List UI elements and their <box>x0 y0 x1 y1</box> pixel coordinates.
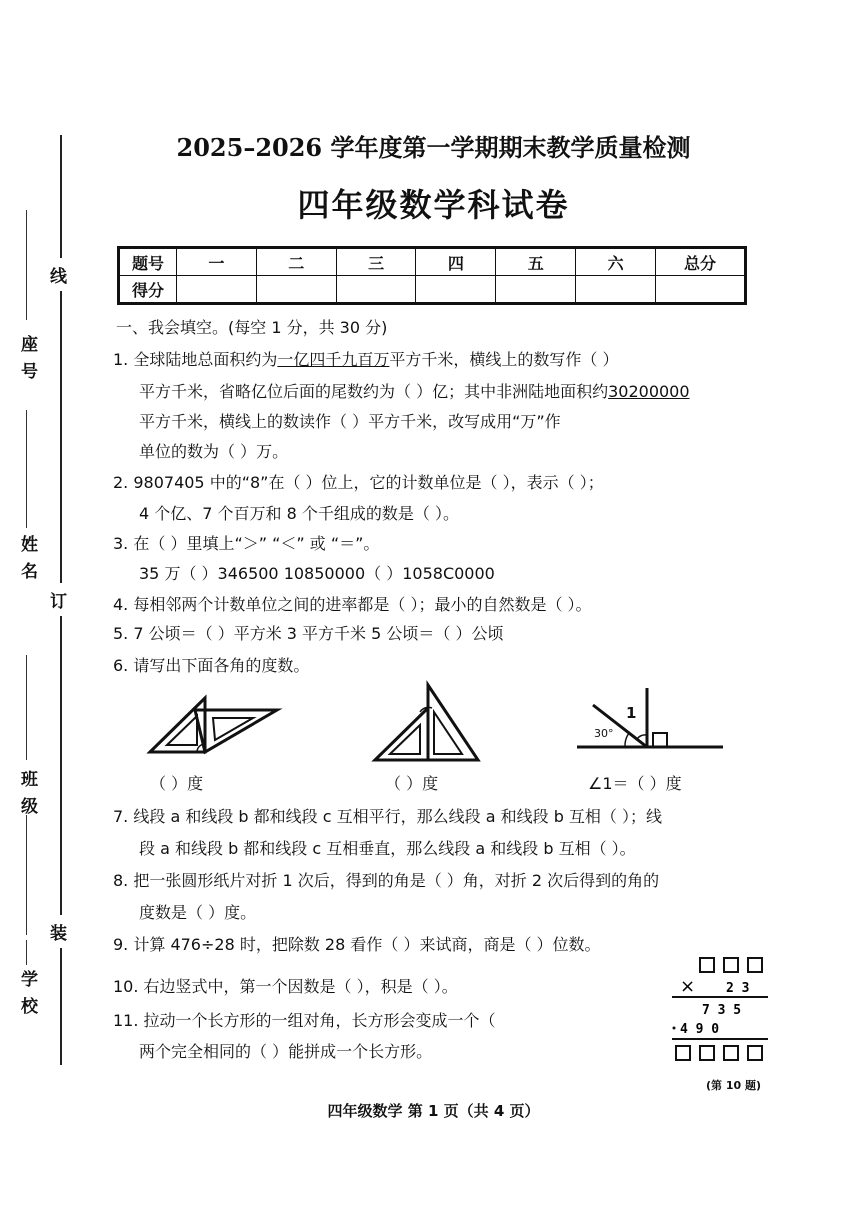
page-footer: 四年级数学 第 1 页（共 4 页） <box>327 1102 540 1120</box>
question-7-line1: 7. 线段 a 和线段 b 都和线段 c 互相平行，那么线段 a 和线段 b 互相（ ）；线 <box>113 807 663 826</box>
cut-mark-xian: 线 <box>50 258 67 291</box>
school-field[interactable] <box>26 940 27 965</box>
score-input-cell[interactable] <box>496 276 576 304</box>
set-square-figure-1 <box>145 690 285 760</box>
score-input-cell[interactable] <box>416 276 496 304</box>
score-input-cell[interactable] <box>336 276 416 304</box>
question-1-line3: 平方千米，横线上的数读作（ ）平方千米，改写成用“万”作 <box>139 412 561 431</box>
cut-mark-ding: 订 <box>50 583 67 616</box>
multiplier: 2 3 <box>726 981 750 996</box>
exam-title: 2025–2026 学年度第一学期期末教学质量检测 <box>176 133 691 162</box>
score-table-cell: 四 <box>416 248 496 276</box>
score-table-cell: 六 <box>576 248 656 276</box>
question-1-underlined-number: 一亿四千九百万 <box>277 350 390 369</box>
question-2-line2: 4 个亿、7 个百万和 8 个千组成的数是（ ）。 <box>139 504 459 523</box>
figure-caption-q10: (第 10 题) <box>706 1079 762 1092</box>
school-label: 学校 <box>17 970 37 1024</box>
score-input-cell[interactable] <box>256 276 336 304</box>
question-1-line1 <box>113 349 618 371</box>
score-table-cell: 总分 <box>656 248 746 276</box>
question-1-text: 平方千米，横线上的数写作（ ） <box>389 350 619 369</box>
blank-box[interactable] <box>724 1046 738 1060</box>
angle-1-label: 1 <box>626 704 637 722</box>
partial-product-2: 4 9 0 <box>680 1022 720 1037</box>
score-table <box>117 246 747 305</box>
question-9: 9. 计算 476÷28 时，把除数 28 看作（ ）来试商，商是（ ）位数。 <box>113 935 601 954</box>
vertical-multiplication <box>668 955 773 1067</box>
question-10: 10. 右边竖式中，第一个因数是（ ），积是（ ）。 <box>113 977 458 996</box>
question-11-line1: 11. 拉动一个长方形的一组对角，长方形会变成一个（ <box>113 1011 496 1030</box>
seat-number-field[interactable] <box>26 210 27 320</box>
name-field[interactable] <box>26 480 27 528</box>
question-6-answer-2: （ ）度 <box>385 774 439 793</box>
question-6: 6. 请写出下面各角的度数。 <box>113 656 310 675</box>
angle-30-label: 30° <box>594 727 614 740</box>
question-6-answer-1: （ ）度 <box>150 774 204 793</box>
blank-box[interactable] <box>700 1046 714 1060</box>
cut-mark-zhuang: 装 <box>50 915 67 948</box>
score-input-cell[interactable] <box>177 276 257 304</box>
question-1-underlined-number: 30200000 <box>608 382 690 401</box>
partial-product-1: 7 3 5 <box>702 1003 742 1018</box>
blank-box[interactable] <box>748 1046 762 1060</box>
question-4: 4. 每相邻两个计数单位之间的进率都是（ ）；最小的自然数是（ ）。 <box>113 595 592 614</box>
seat-number-field-lower[interactable] <box>26 410 27 480</box>
exam-subtitle: 四年级数学科试卷 <box>297 186 570 224</box>
score-table-cell: 五 <box>496 248 576 276</box>
set-square-figure-2 <box>370 680 485 765</box>
times-sign: × <box>680 976 696 997</box>
score-table-cell: 三 <box>336 248 416 276</box>
class-field[interactable] <box>26 655 27 760</box>
question-11-line2: 两个完全相同的（ ）能拼成一个长方形。 <box>139 1042 433 1061</box>
class-label: 班级 <box>17 770 37 824</box>
score-input-cell[interactable] <box>576 276 656 304</box>
blank-box[interactable] <box>700 958 714 972</box>
question-3-line2: 35 万（ ）346500 10850000（ ）1058C0000 <box>139 564 495 583</box>
angle-figure-3 <box>575 685 725 755</box>
question-1-line4: 单位的数为（ ）万。 <box>139 442 289 461</box>
question-5: 5. 7 公顷＝（ ）平方米 3 平方千米 5 公顷＝（ ）公顷 <box>113 624 504 643</box>
question-6-answer-3: ∠1＝（ ）度 <box>588 774 682 793</box>
score-table-cell: 题号 <box>119 248 177 276</box>
class-field-lower[interactable] <box>26 815 27 935</box>
score-table-header-row <box>119 248 746 276</box>
question-1-text: 平方千米，省略亿位后面的尾数约为（ ）亿；其中非洲陆地面积约 <box>139 382 609 401</box>
question-8-line2: 度数是（ ）度。 <box>139 903 257 922</box>
score-table-cell: 二 <box>256 248 336 276</box>
section-title: 一、我会填空。(每空 1 分，共 30 分) <box>116 318 388 337</box>
score-table-cell: 得分 <box>119 276 177 304</box>
blank-box[interactable] <box>724 958 738 972</box>
question-3-line1: 3. 在（ ）里填上“＞” “＜” 或 “＝”。 <box>113 534 380 553</box>
blank-box[interactable] <box>748 958 762 972</box>
question-7-line2: 段 a 和线段 b 都和线段 c 互相垂直，那么线段 a 和线段 b 互相（ ）。 <box>139 839 636 858</box>
question-2-line1: 2. 9807405 中的“8”在（ ）位上，它的计数单位是（ ），表示（ ）； <box>113 473 604 492</box>
seat-number-label: 座号 <box>17 335 37 389</box>
question-1-text: 1. 全球陆地总面积约为 <box>113 350 278 369</box>
name-label: 姓名 <box>17 535 37 589</box>
blank-box[interactable] <box>676 1046 690 1060</box>
score-table-cell: 一 <box>177 248 257 276</box>
question-1-line2 <box>139 381 690 403</box>
question-8-line1: 8. 把一张圆形纸片对折 1 次后，得到的角是（ ）角，对折 2 次后得到的角的 <box>113 871 660 890</box>
score-table-score-row <box>119 276 746 304</box>
score-input-cell[interactable] <box>656 276 746 304</box>
